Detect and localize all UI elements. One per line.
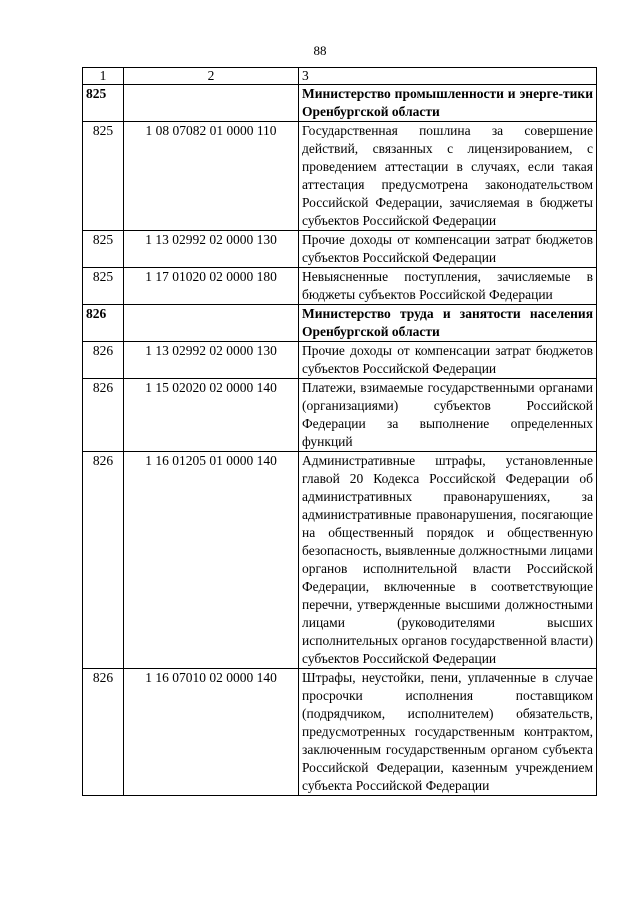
revenue-code-cell [124,85,299,122]
table-row [83,342,597,379]
table-row [83,379,597,452]
description-cell: Платежи, взимаемые государственными органами (организациями) субъектов Российской Федерации за выполнение определенных функций [299,379,597,452]
admin-code-cell: 825 [83,231,124,268]
revenue-code-cell [124,305,299,342]
description-cell: Министерство промышленности и энерге-тики Оренбургской области [299,85,597,122]
description-cell: Прочие доходы от компенсации затрат бюджетов субъектов Российской Федерации [299,342,597,379]
page-number: 88 [313,43,327,58]
section-row [83,305,597,342]
revenue-code-cell: 1 15 02020 02 0000 140 [124,379,299,452]
column-header-1: 1 [83,68,124,85]
revenue-code-cell: 1 13 02992 02 0000 130 [124,342,299,379]
table-row [83,452,597,669]
admin-code-cell: 825 [83,85,124,122]
table-row [83,669,597,796]
admin-code-cell: 825 [83,268,124,305]
column-header-2: 2 [124,68,299,85]
revenue-code-cell: 1 17 01020 02 0000 180 [124,268,299,305]
revenue-code-cell: 1 16 01205 01 0000 140 [124,452,299,669]
revenue-codes-table [82,67,597,796]
revenue-code-cell: 1 13 02992 02 0000 130 [124,231,299,268]
revenue-code-cell: 1 08 07082 01 0000 110 [124,122,299,231]
table-row [83,231,597,268]
admin-code-cell: 826 [83,669,124,796]
table-header-row [83,68,597,85]
admin-code-cell: 826 [83,379,124,452]
description-cell: Административные штрафы, установленные главой 20 Кодекса Российской Федерации об административных правонарушениях, за административные правонарушения, посягающие на общественный порядок и общественную безопасность, выявленные должностными лицами органов исполнительной власти Российской Федерации, включенные в соответствующие перечни, утвержденные высшими должностными лицами (руководителями высших исполнительных органов государственной власти) субъектов Российской Федерации [299,452,597,669]
revenue-code-cell: 1 16 07010 02 0000 140 [124,669,299,796]
admin-code-cell: 826 [83,342,124,379]
description-cell: Министерство труда и занятости населения Оренбургской области [299,305,597,342]
section-row [83,85,597,122]
description-cell: Государственная пошлина за совершение действий, связанных с лицензированием, с проведением аттестации в случаях, если такая аттестация предусмотрена законодательством Российской Федерации, зачисляемая в бюджеты субъектов Российской Федерации [299,122,597,231]
admin-code-cell: 826 [83,305,124,342]
description-cell: Штрафы, неустойки, пени, уплаченные в случае просрочки исполнения поставщиком (подрядчиком, исполнителем) обязательств, предусмотренных государственным контрактом, заключенным государственным органом субъекта Российской Федерации, казенным учреждением субъекта Российской Федерации [299,669,597,796]
column-header-3: 3 [299,68,597,85]
admin-code-cell: 825 [83,122,124,231]
description-cell: Прочие доходы от компенсации затрат бюджетов субъектов Российской Федерации [299,231,597,268]
table-row [83,268,597,305]
table-row [83,122,597,231]
admin-code-cell: 826 [83,452,124,669]
description-cell: Невыясненные поступления, зачисляемые в бюджеты субъектов Российской Федерации [299,268,597,305]
